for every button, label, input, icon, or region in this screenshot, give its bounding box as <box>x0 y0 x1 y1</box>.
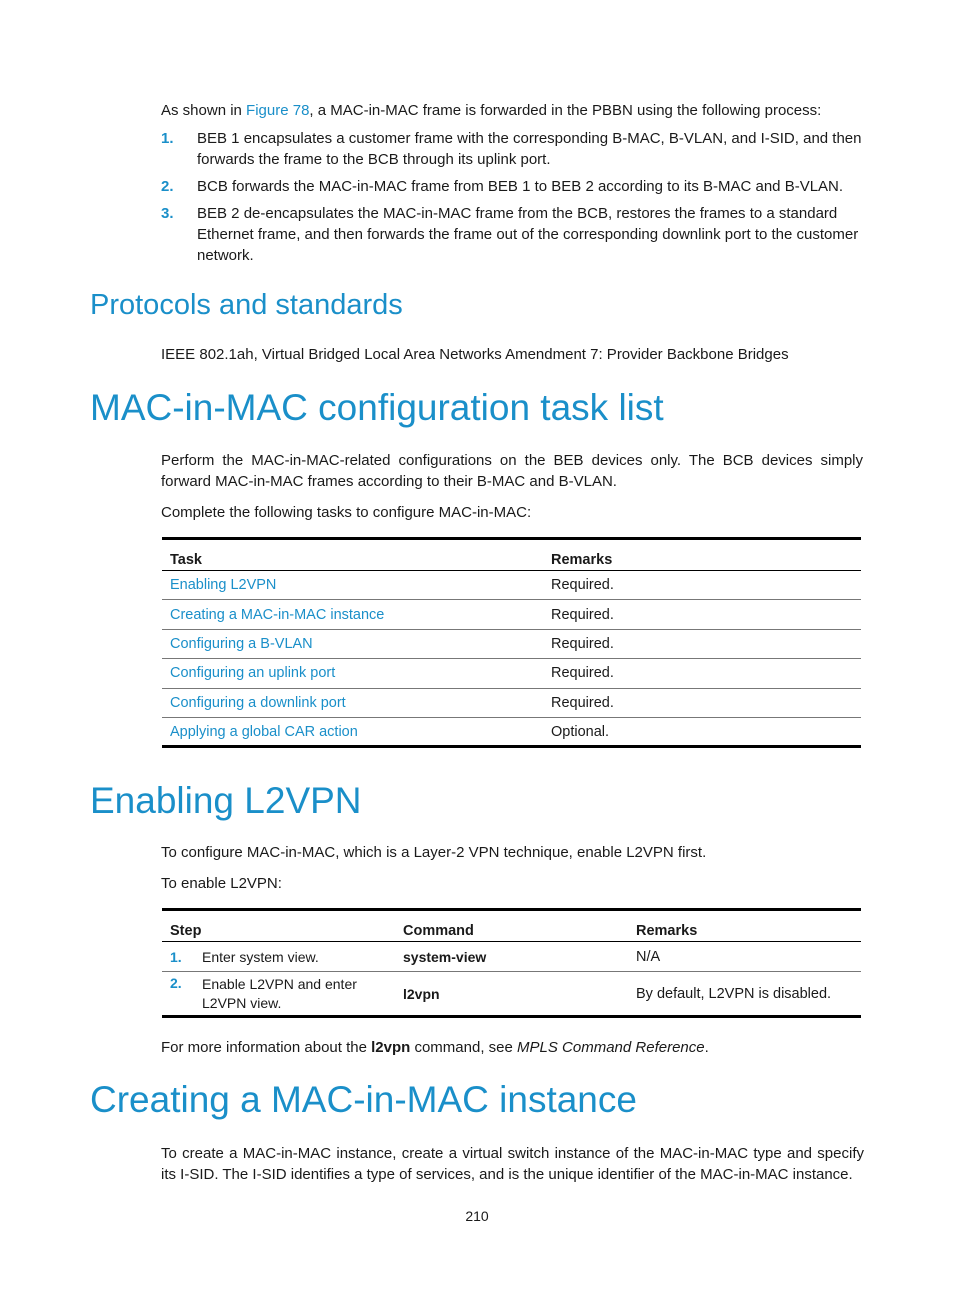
section-heading-protocols: Protocols and standards <box>90 289 403 321</box>
process-steps <box>161 128 866 272</box>
section-heading-tasklist: MAC-in-MAC configuration task list <box>90 387 664 428</box>
l2vpn-steps-table <box>162 908 861 1018</box>
table-row: 1. Enter system view. system-view N/A <box>162 942 861 972</box>
remarks-cell: Required. <box>551 606 614 623</box>
figure-link[interactable]: Figure 78 <box>246 102 310 119</box>
task-link-enabling-l2vpn[interactable]: Enabling L2VPN <box>170 577 277 594</box>
column-header-step: Step <box>170 923 202 939</box>
table-row <box>162 600 861 629</box>
task-link-global-car[interactable]: Applying a global CAR action <box>170 723 358 740</box>
table-row: 2. Enable L2VPN and enter L2VPN view. l2vpn By default, L2VPN is disabled. <box>162 972 861 1017</box>
command-cell: system-view <box>403 948 487 965</box>
table-row <box>162 571 861 600</box>
task-link-uplink-port[interactable]: Configuring an uplink port <box>170 665 336 682</box>
task-link-creating-instance[interactable]: Creating a MAC-in-MAC instance <box>170 606 385 623</box>
remarks-cell: Required. <box>551 665 614 682</box>
list-item: 3. BEB 2 de-encapsulates the MAC-in-MAC frame from the BCB, restores the frames to a standard Ethernet frame, and then forwards the frame out of the corresponding downlink port to the customer network. <box>161 205 859 264</box>
protocols-text: IEEE 802.1ah, Virtual Bridged Local Area Networks Amendment 7: Provider Backbone Bridges <box>161 346 789 363</box>
remarks-cell: Optional. <box>551 723 610 740</box>
list-item: 2. BCB forwards the MAC-in-MAC frame from BEB 1 to BEB 2 according to its B-MAC and B-VLAN. <box>161 178 844 195</box>
remarks-cell: Required. <box>551 635 614 652</box>
section-heading-enabling-l2vpn: Enabling L2VPN <box>90 780 362 821</box>
remarks-cell: Required. <box>551 694 614 711</box>
column-header-command: Command <box>403 923 474 939</box>
page-number: 210 <box>465 1208 489 1224</box>
table-row <box>162 659 861 688</box>
tasklist-paragraph: Perform the MAC-in-MAC-related configurations on the BEB devices only. The BCB devices simply forward MAC-in-MAC frames according to their B-MAC and B-VLAN. <box>161 452 863 490</box>
table-header-row <box>162 539 861 571</box>
remarks-cell: Required. <box>551 577 614 594</box>
creating-paragraph: To create a MAC-in-MAC instance, create a virtual switch instance of the MAC-in-MAC type and specify its I-SID. The I-SID identifies a type of services, and is the unique identifier of the MAC-in-MAC instance. <box>161 1145 864 1183</box>
table-row <box>162 629 861 658</box>
enabling-paragraph: To configure MAC-in-MAC, which is a Layer-2 VPN technique, enable L2VPN first. <box>161 844 707 861</box>
list-item: 1. BEB 1 encapsulates a customer frame with the corresponding B-MAC, B-VLAN, and I-SID, and then forwards the frame to the BCB through its uplink port. <box>161 130 862 168</box>
table-header-row <box>162 910 861 942</box>
remarks-cell: By default, L2VPN is disabled. <box>636 985 832 1002</box>
intro-paragraph: As shown in Figure 78, a MAC-in-MAC frame is forwarded in the PBBN using the following process: <box>161 102 822 119</box>
column-header-remarks: Remarks <box>636 923 698 939</box>
column-header-remarks: Remarks <box>551 552 613 568</box>
table-row <box>162 688 861 717</box>
tasklist-intro: Complete the following tasks to configure MAC-in-MAC: <box>161 504 532 521</box>
task-link-b-vlan[interactable]: Configuring a B-VLAN <box>170 635 313 652</box>
command-cell: l2vpn <box>403 985 440 1002</box>
table-row <box>162 717 861 746</box>
task-link-downlink-port[interactable]: Configuring a downlink port <box>170 694 346 711</box>
section-heading-creating-instance: Creating a MAC-in-MAC instance <box>90 1079 637 1120</box>
l2vpn-note: For more information about the l2vpn command, see MPLS Command Reference. <box>161 1039 709 1056</box>
remarks-cell: N/A <box>636 948 661 965</box>
column-header-task: Task <box>170 552 202 568</box>
enabling-intro: To enable L2VPN: <box>161 875 282 892</box>
task-table <box>162 537 861 748</box>
